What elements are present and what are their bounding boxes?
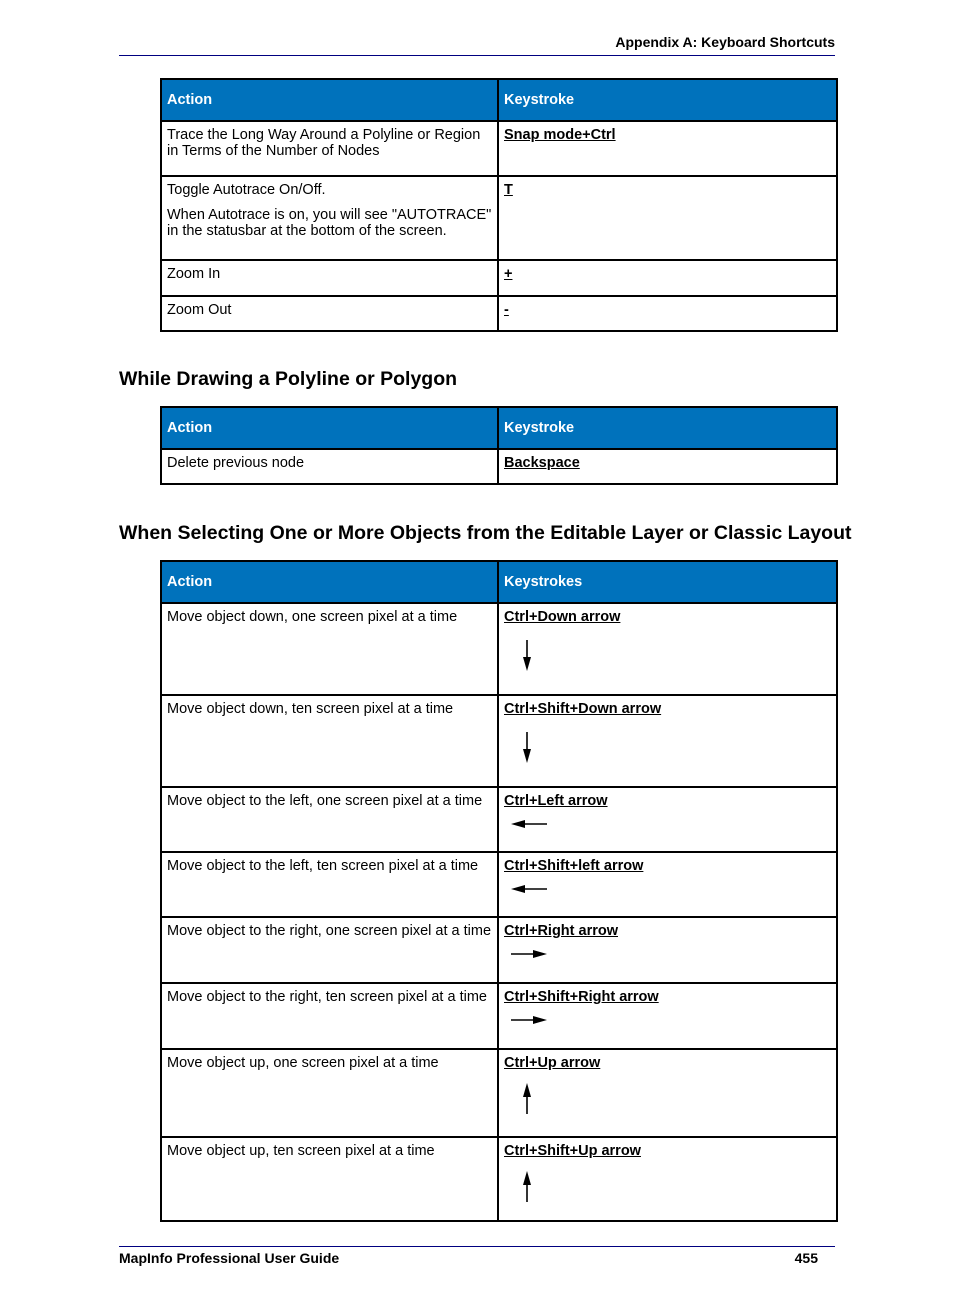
keystroke-link[interactable]: Ctrl+Up arrow (504, 1055, 601, 1071)
table-row (161, 983, 837, 1049)
action-cell: Move object to the left, one screen pixel at a time (161, 787, 498, 852)
right-arrow-icon (509, 1013, 549, 1027)
keystroke-link[interactable]: Ctrl+Shift+Up arrow (504, 1143, 641, 1159)
table-row (161, 787, 837, 852)
down-arrow-icon (519, 639, 559, 673)
right-arrow-icon (509, 947, 549, 961)
left-arrow-icon (509, 817, 549, 831)
keystroke-cell (498, 121, 837, 176)
action-cell: Move object to the left, ten screen pixel at a time (161, 852, 498, 917)
table-header-row (161, 561, 837, 603)
action-cell: Delete previous node (161, 449, 498, 484)
keystroke-link[interactable]: + (504, 266, 513, 282)
column-header-action: Action (161, 561, 498, 603)
action-cell: Trace the Long Way Around a Polyline or Region in Terms of the Number of Nodes (161, 121, 498, 176)
up-arrow-icon (519, 1169, 559, 1203)
section-heading-selecting: When Selecting One or More Objects from the Editable Layer or Classic Layout (119, 522, 852, 544)
table-row (161, 852, 837, 917)
footer-book-title: MapInfo Professional User Guide (119, 1250, 340, 1266)
table-row (161, 176, 837, 260)
keystroke-cell (498, 176, 837, 260)
keystroke-cell (498, 296, 837, 331)
keystroke-cell (498, 1049, 837, 1137)
shortcut-table-polyline (160, 406, 838, 485)
action-text: Toggle Autotrace On/Off. (167, 182, 326, 198)
table-row (161, 1137, 837, 1221)
keystroke-cell (498, 917, 837, 983)
shortcut-table-general (160, 78, 838, 332)
left-arrow-icon (509, 882, 549, 896)
keystroke-cell (498, 603, 837, 695)
keystroke-cell (498, 787, 837, 852)
keystroke-cell (498, 852, 837, 917)
action-cell: Move object to the right, one screen pixel at a time (161, 917, 498, 983)
section-heading-polyline: While Drawing a Polyline or Polygon (119, 368, 458, 390)
action-cell: Zoom Out (161, 296, 498, 331)
action-cell: Move object up, ten screen pixel at a time (161, 1137, 498, 1221)
keystroke-link[interactable]: Snap mode+Ctrl (504, 127, 616, 143)
keystroke-cell (498, 695, 837, 787)
action-cell: Zoom In (161, 260, 498, 296)
keystroke-link[interactable]: Ctrl+Shift+Down arrow (504, 701, 662, 717)
action-cell: Move object to the right, ten screen pixel at a time (161, 983, 498, 1049)
column-header-action: Action (161, 407, 498, 449)
keystroke-link[interactable]: T (504, 182, 513, 198)
keystroke-cell (498, 260, 837, 296)
keystroke-link[interactable]: - (504, 302, 509, 318)
table-header-row (161, 407, 837, 449)
action-cell (161, 176, 498, 260)
column-header-keystroke: Keystroke (498, 407, 837, 449)
up-arrow-icon (519, 1081, 559, 1115)
table-row (161, 695, 837, 787)
column-header-keystrokes: Keystrokes (498, 561, 837, 603)
table-row (161, 121, 837, 176)
keystroke-cell (498, 449, 837, 484)
keystroke-cell (498, 983, 837, 1049)
keystroke-link[interactable]: Backspace (504, 455, 580, 471)
action-note: When Autotrace is on, you will see "AUTOTRACE" in the statusbar at the bottom of the screen. (167, 207, 492, 239)
keystroke-link[interactable]: Ctrl+Shift+left arrow (504, 858, 644, 874)
keystroke-link[interactable]: Ctrl+Shift+Right arrow (504, 989, 659, 1005)
action-cell: Move object down, one screen pixel at a time (161, 603, 498, 695)
keystroke-link[interactable]: Ctrl+Down arrow (504, 609, 621, 625)
table-row (161, 260, 837, 296)
column-header-action: Action (161, 79, 498, 121)
action-cell: Move object up, one screen pixel at a time (161, 1049, 498, 1137)
page-number: 455 (794, 1250, 818, 1266)
column-header-keystroke: Keystroke (498, 79, 837, 121)
keystroke-link[interactable]: Ctrl+Left arrow (504, 793, 608, 809)
table-row (161, 449, 837, 484)
running-header: Appendix A: Keyboard Shortcuts (119, 34, 835, 56)
table-row (161, 1049, 837, 1137)
table-header-row (161, 79, 837, 121)
shortcut-table-selection (160, 560, 838, 1222)
action-cell: Move object down, ten screen pixel at a time (161, 695, 498, 787)
table-row (161, 603, 837, 695)
table-row (161, 296, 837, 331)
keystroke-link[interactable]: Ctrl+Right arrow (504, 923, 618, 939)
table-row (161, 917, 837, 983)
down-arrow-icon (519, 731, 559, 765)
keystroke-cell (498, 1137, 837, 1221)
page-footer (119, 1246, 835, 1266)
